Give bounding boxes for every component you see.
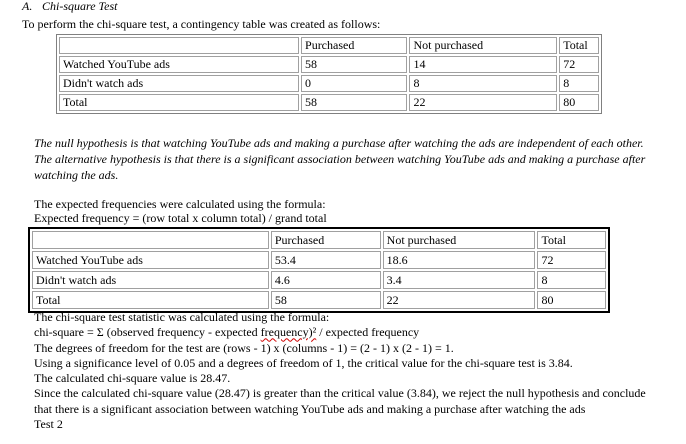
table-row [59,75,599,92]
critical-value: Using a significance level of 0.05 and a degrees of freedom of 1, the critical value for the chi-square test is 3.84. [34,355,573,370]
table-row [32,251,606,269]
table-cell: 8 [559,75,599,92]
table-cell: Total [32,291,269,309]
spellcheck-squiggle: frequency)² [260,325,317,340]
calculated-value: The calculated chi-square value is 28.47. [34,371,231,386]
table-cell: Purchased [301,37,407,54]
table-cell: Not purchased [383,231,536,249]
table-cell: 22 [383,291,536,309]
table-cell: 18.6 [383,251,536,269]
table-cell: 72 [559,56,599,73]
table-row [59,94,599,111]
table-cell [59,37,299,54]
contingency-table [56,34,602,114]
table-cell: 80 [537,291,606,309]
table-cell: Didn't watch ads [32,271,269,289]
expected-frequency-table [28,227,610,313]
table-cell: Purchased [271,231,381,249]
table-row [32,271,606,289]
section-heading [22,0,117,14]
degrees-of-freedom: The degrees of freedom for the test are (rows - 1) x (columns - 1) = (2 - 1) x (2 - 1) = 1. [34,340,454,355]
null-hypothesis: The null hypothesis is that watching YouTube ads and making a purchase after watching the ads are independent of each other. [34,136,644,150]
intro-text: To perform the chi-square test, a contingency table was created as follows: [22,17,381,31]
table-cell: 58 [301,94,407,111]
table-cell: 58 [301,56,407,73]
alternative-hypothesis: The alternative hypothesis is that there is a significant association between watching YouTube ads and making a purchase after watching the ads. [34,152,646,182]
table-cell: 58 [271,291,381,309]
conclusion: Since the calculated chi-square value (28.47) is greater than the critical value (3.84), we reject the null hypothesis and conclude that there is a significant association between watching YouTube ads and making a purchase after watching the ads [34,386,646,416]
table-cell: Total [59,94,299,111]
table-cell: 4.6 [271,271,381,289]
hypotheses [34,135,664,183]
table-cell: Watched YouTube ads [32,251,269,269]
next-section: Test 2 [34,417,63,432]
formula-intro: The chi-square test statistic was calculated using the formula: [34,310,330,324]
table-cell: 8 [409,75,557,92]
table-cell: 3.4 [383,271,536,289]
table-cell: 14 [409,56,557,73]
table-row [59,56,599,73]
table-header-row [59,37,599,54]
section-label: A. [22,0,33,13]
table-header-row [32,231,606,249]
table-cell: Not purchased [409,37,557,54]
table-cell: Watched YouTube ads [59,56,299,73]
table-cell: Total [537,231,606,249]
table-cell: 22 [409,94,557,111]
table-cell [32,231,269,249]
chi-square-formula [34,325,664,340]
table-cell: 72 [537,251,606,269]
results-text [34,310,664,432]
section-title: Chi-square Test [42,0,118,13]
formula-prefix: chi-square = Σ (observed frequency - expected [34,325,261,340]
table-cell: Total [559,37,599,54]
formula-suffix: / expected frequency [316,325,420,340]
expected-intro: The expected frequencies were calculated using the formula: [34,197,326,211]
table-cell: 8 [537,271,606,289]
table-cell: 80 [559,94,599,111]
table-cell: 0 [301,75,407,92]
expected-formula: Expected frequency = (row total x column total) / grand total [34,211,327,225]
table-row [32,291,606,309]
table-cell: Didn't watch ads [59,75,299,92]
table-cell: 53.4 [271,251,381,269]
